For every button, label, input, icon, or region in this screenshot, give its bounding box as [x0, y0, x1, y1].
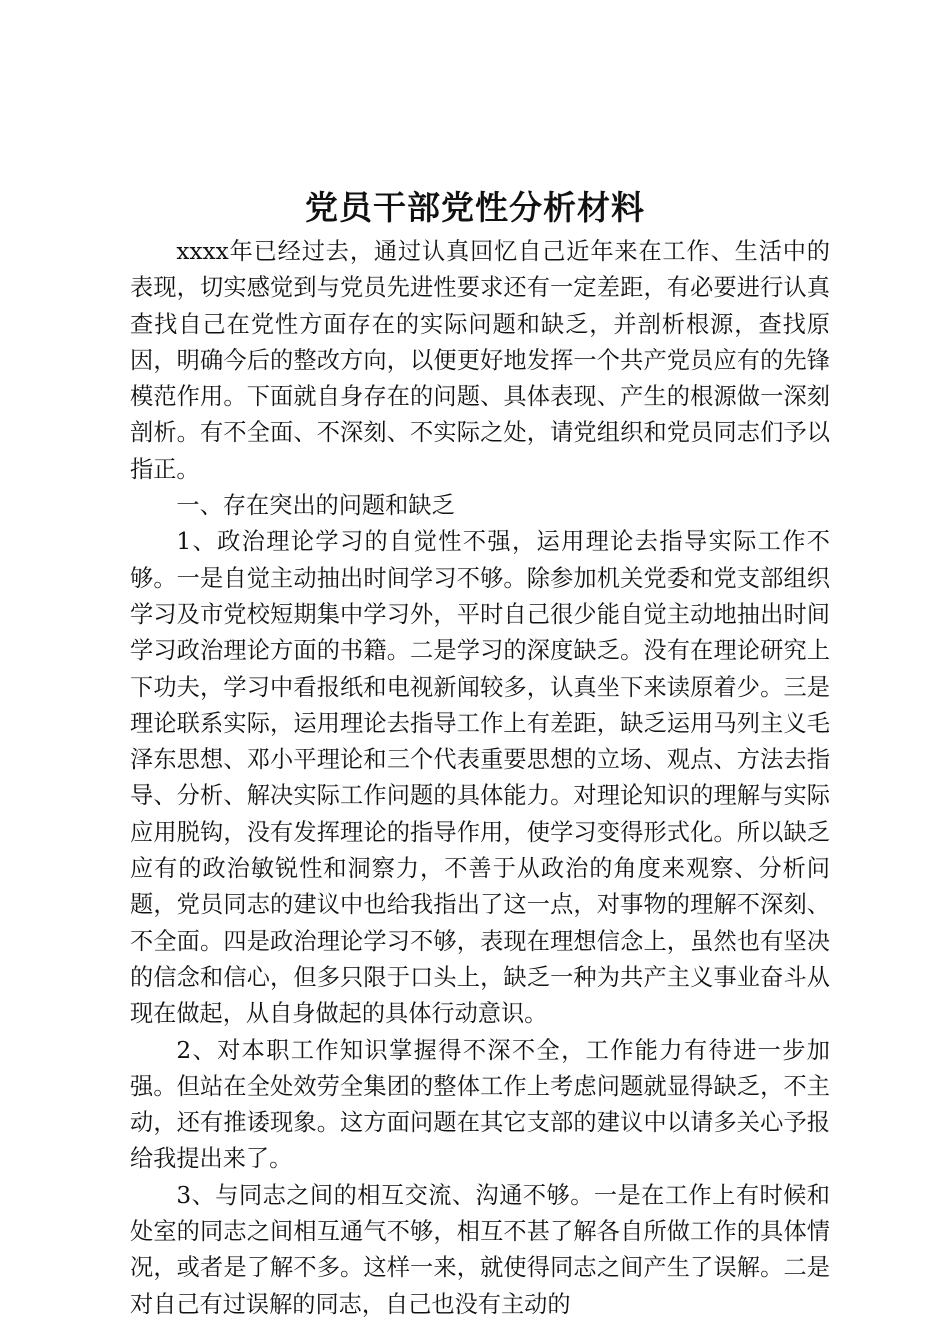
paragraph-item-2: 2、对本职工作知识掌握得不深不全，工作能力有待进一步加强。但站在全处效劳全集团的整体工作上考虑问题就显得缺乏，不主动，还有推诿现象。这方面问题在其它支部的建议中以请多关心予报给我提出来了。 [130, 1036, 830, 1173]
document-body [130, 234, 830, 1323]
document-title: 党员干部党性分析材料 [305, 188, 645, 227]
paragraph-item-3: 3、与同志之间的相互交流、沟通不够。一是在工作上有时候和处室的同志之间相互通气不够，相互不甚了解各自所做工作的具体情况，或者是了解不多。这样一来，就使得同志之间产生了误解。二是对自己有过误解的同志，自己也没有主动的 [130, 1181, 830, 1318]
section-heading: 一、存在突出的问题和缺乏 [176, 492, 455, 520]
paragraph-intro: xxxx年已经过去，通过认真回忆自己近年来在工作、生活中的表现，切实感觉到与党员先进性要求还有一定差距，有必要进行认真查找自己在党性方面存在的实际问题和缺乏，并剖析根源，查找原因，明确今后的整改方向，以便更好地发挥一个共产党员应有的先锋模范作用。下面就自身存在的问题、具体表现、产生的根源做一深刻剖析。有不全面、不深刻、不实际之处，请党组织和党员同志们予以指正。 [130, 238, 830, 483]
paragraph-item-1: 1、政治理论学习的自觉性不强，运用理论去指导实际工作不够。一是自觉主动抽出时间学习不够。除参加机关党委和党支部组织学习及市党校短期集中学习外，平时自己很少能自觉主动地抽出时间学习政治理论方面的书籍。二是学习的深度缺乏。没有在理论研究上下功夫，学习中看报纸和电视新闻较多，认真坐下来读原着少。三是理论联系实际，运用理论去指导工作上有差距，缺乏运用马列主义毛泽东思想、邓小平理论和三个代表重要思想的立场、观点、方法去指导、分析、解决实际工作问题的具体能力。对理论知识的理解与实际应用脱钩，没有发挥理论的指导作用，使学习变得形式化。所以缺乏应有的政治敏锐性和洞察力，不善于从政治的角度来观察、分析问题，党员同志的建议中也给我指出了这一点，对事物的理解不深刻、不全面。四是政治理论学习不够，表现在理想信念上，虽然也有坚决的信念和信心，但多只限于口头上，缺乏一种为共产主义事业奋斗从现在做起，从自身做起的具体行动意识。 [130, 528, 830, 1028]
